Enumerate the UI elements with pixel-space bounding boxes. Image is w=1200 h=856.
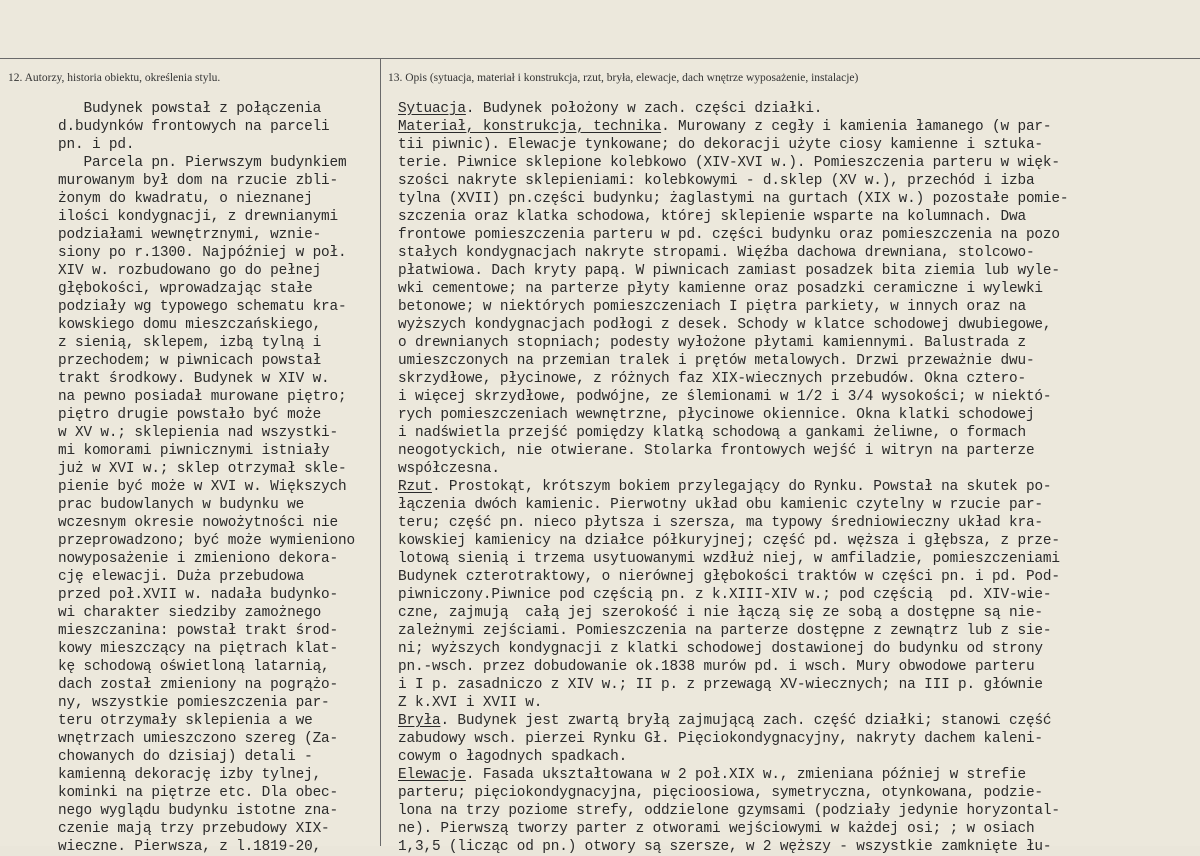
history-text-line: prac budowlanych w budynku we [58, 497, 305, 513]
description-text-line [398, 136, 1198, 154]
history-text-line: w XV w.; sklepienia nad wszystki- [58, 425, 339, 441]
description-text: szczenia oraz klatka schodowa, której sklepienie wsparte na kolumnach. Dwa [398, 209, 1026, 225]
section-label: Bryła [398, 713, 441, 729]
description-text-line [398, 694, 1198, 712]
description-text-line [398, 604, 1198, 622]
history-text-line: siony po r.1300. Najpóźniej w poł. [58, 245, 347, 261]
description-text-line [398, 640, 1198, 658]
history-text-line: kę schodową oświetloną latarnią, [58, 659, 330, 675]
description-text: . Budynek położony w zach. części działki. [465, 101, 823, 117]
history-text-line: żonym do kwadratu, o nieznanej [58, 191, 313, 207]
description-text: płatwiowa. Dach kryty papą. W piwnicach zamiast posadzek bita ziemia lub wyle- [398, 263, 1060, 279]
history-text-line: podziałami wewnętrznymi, wznie- [58, 227, 322, 243]
description-text: tylna (XVII) pn.części budynku; żaglastymi na gurtach (XIX w.) pozostałe pomie- [398, 191, 1069, 207]
description-text: terie. Piwnice sklepione kolebkowo (XIV-XVI w.). Pomieszczenia parteru w więk- [398, 155, 1060, 171]
description-text-line [398, 388, 1198, 406]
description-text-line [398, 766, 1198, 784]
description-text-line [398, 514, 1198, 532]
description-text-line [398, 316, 1198, 334]
section-label: Elewacje [398, 767, 466, 783]
history-text-line: kowskiego domu mieszczańskiego, [58, 317, 322, 333]
description-text: betonowe; w niektórych pomieszczeniach I piętra parkiety, w innych oraz na [398, 299, 1026, 315]
history-text-line: głębokości, wprowadzając stałe [58, 281, 313, 297]
section-13-header: 13. Opis (sytuacja, materiał i konstrukcja, rzut, bryła, elewacje, dach wnętrze wyposażenie, instalacje) [388, 72, 859, 84]
history-text-line: d.budynków frontowych na parceli [58, 119, 330, 135]
description-text: teru; część pn. nieco płytsza i szersza, ma typowy średniowieczny układ kra- [398, 515, 1043, 531]
description-text-line [398, 352, 1198, 370]
history-text-line: wieczne. Pierwsza, z l.1819-20, [58, 839, 322, 855]
description-text-line [398, 154, 1198, 172]
description-text: współczesna. [398, 461, 500, 477]
description-text: czne, zajmują całą jej szerokość i nie łączą się ze sobą a dostępne są nie- [398, 605, 1043, 621]
history-text-line: pienie być może w XVI w. Większych [58, 479, 347, 495]
description-text-line [398, 406, 1198, 424]
history-text-line: piętro drugie powstało być może [58, 407, 322, 423]
history-text-line: kowy mieszczący na piętrach klat- [58, 641, 339, 657]
description-text-line [398, 730, 1198, 748]
history-text-line: mi komorami piwnicznymi istniały [58, 443, 330, 459]
description-text-line [398, 838, 1198, 856]
description-text: 1,3,5 (licząc od pn.) otwory są szersze, w 2 węższy - wszystkie zamknięte łu- [398, 839, 1052, 855]
history-text-line: murowanym był dom na rzucie zbli- [58, 173, 339, 189]
description-text-line [398, 550, 1198, 568]
description-text: szości nakryte sklepieniami: kolebkowymi - d.sklep (XV w.), przechód i izba [398, 173, 1035, 189]
description-text-line [398, 190, 1198, 208]
description-text: Budynek czterotraktowy, o nierównej głębokości traktów w części pn. i pd. Pod- [398, 569, 1060, 585]
description-text: piwniczony.Piwnice pod częścią pn. z k.XIII-XIV w.; pod częścią pd. XIV-wie- [398, 587, 1052, 603]
history-text-line: trakt środkowy. Budynek w XIV w. [58, 371, 330, 387]
description-text-line [398, 298, 1198, 316]
description-text: i nadświetla przejść pomiędzy klatką schodową a gankami żeliwne, o formach [398, 425, 1026, 441]
description-text: cowym o łagodnych spadkach. [398, 749, 628, 765]
description-text: łączenia dwóch kamienic. Pierwotny układ obu kamienic czytelny w rzucie par- [398, 497, 1043, 513]
history-text-line: Budynek powstał z połączenia [58, 101, 322, 117]
history-text-line: teru otrzymały sklepienia a we [58, 713, 313, 729]
description-text-line [398, 568, 1198, 586]
description-text: pn.-wsch. przez dobudowanie ok.1838 murów pd. i wsch. Mury obwodowe parteru [398, 659, 1035, 675]
description-text: zależnymi zejściami. Pomieszczenia na parterze dostępne z zewnątrz lub z sie- [398, 623, 1052, 639]
description-text-line [398, 676, 1198, 694]
description-text: ne). Pierwszą tworzy parter z otworami wejściowymi w każdej osi; ; w osiach [398, 821, 1035, 837]
description-text-line [398, 820, 1198, 838]
description-text-line [398, 208, 1198, 226]
history-text-line: kominki na piętrze etc. Dla obec- [58, 785, 339, 801]
description-text: kowskiej kamienicy na działce półkuryjnej; część pd. węższa i głębsza, z prze- [398, 533, 1060, 549]
description-text-line [398, 478, 1198, 496]
description-text: o drewnianych stopniach; podesty wyłożone płytami kamiennymi. Balustrada z [398, 335, 1026, 351]
description-text-line [398, 496, 1198, 514]
description-text-line [398, 622, 1198, 640]
section-12-header: 12. Autorzy, historia obiektu, określenia stylu. [8, 72, 221, 84]
description-text-line [398, 442, 1198, 460]
description-text: wyższych kondygnacjach podłogi z desek. Schody w klatce schodowej dwubiegowe, [398, 317, 1052, 333]
history-text-line: mieszczanina: powstał trakt środ- [58, 623, 339, 639]
description-text-line [398, 100, 1198, 118]
description-text-line [398, 460, 1198, 478]
history-text-line: podziały wg typowego schematu kra- [58, 299, 347, 315]
description-text: stałych kondygnacjach nakryte stropami. Więźba dachowa drewniana, stolcowo- [398, 245, 1035, 261]
description-text-line [398, 748, 1198, 766]
history-text-line: przeprowadzono; być może wymieniono [58, 533, 356, 549]
description-text-line [398, 262, 1198, 280]
description-text: rych pomieszczeniach wewnętrzne, płycinowe okiennice. Okna klatki schodowej [398, 407, 1035, 423]
history-text-line: wi charakter siedziby zamożnego [58, 605, 322, 621]
description-text-line [398, 226, 1198, 244]
description-text-line [398, 784, 1198, 802]
header-rule [0, 58, 1200, 59]
description-text: neogotyckich, nie otwierane. Stolarka frontowych wejść i witryn na parterze [398, 443, 1035, 459]
history-text-line: dach został zmieniony na pogrążo- [58, 677, 339, 693]
description-text: . Prostokąt, krótszym bokiem przylegający do Rynku. Powstał na skutek po- [431, 479, 1052, 495]
description-text-line [398, 586, 1198, 604]
description-text: skrzydłowe, płycinowe, z różnych faz XIX-wiecznych przebudów. Okna cztero- [398, 371, 1026, 387]
description-text: tii piwnic). Elewacje tynkowane; do dekoracji użyte ciosy kamienne i sztuka- [398, 137, 1043, 153]
description-text: . Fasada ukształtowana w 2 poł.XIX w., zmieniana później w strefie [465, 767, 1026, 783]
description-text: zabudowy wsch. pierzei Rynku Gł. Pięciokondygnacyjny, nakryty dachem kaleni- [398, 731, 1043, 747]
description-column [398, 100, 1198, 856]
history-text-line: kamienną dekorację izby tylnej, [58, 767, 322, 783]
section-label: Materiał, konstrukcja, technika [398, 119, 662, 135]
section-label: Sytuacja [398, 101, 466, 117]
history-text-line: czenie mają trzy przebudowy XIX- [58, 821, 330, 837]
history-text-line: nego wyglądu budynku istotne zna- [58, 803, 339, 819]
history-column [58, 100, 388, 856]
history-text-line: ilości kondygnacji, z drewnianymi [58, 209, 339, 225]
description-text: . Murowany z cegły i kamienia łamanego (w par- [661, 119, 1052, 135]
description-text: frontowe pomieszczenia parteru w pd. części budynku oraz pomieszczenia na pozo [398, 227, 1060, 243]
history-text-line: wnętrzach umieszczono szereg (Za- [58, 731, 339, 747]
history-text-line: wczesnym okresie nowożytności nie [58, 515, 339, 531]
description-text-line [398, 802, 1198, 820]
history-text-line: już w XVI w.; sklep otrzymał skle- [58, 461, 347, 477]
description-text: wki cementowe; na parterze płyty kamienne oraz posadzki ceramiczne i wylewki [398, 281, 1043, 297]
description-text-line [398, 532, 1198, 550]
description-text: parteru; pięciokondygnacyjna, pięcioosiowa, symetryczna, otynkowana, podzie- [398, 785, 1043, 801]
description-text: lona na trzy poziome strefy, oddzielone gzymsami (podziały jedynie horyzontal- [398, 803, 1060, 819]
history-text-line: nowyposażenie i zmieniono dekora- [58, 551, 339, 567]
description-text: i I p. zasadniczo z XIV w.; II p. z przewagą XV-wiecznych; na III p. głównie [398, 677, 1043, 693]
history-text-line: chowanych do dzisiaj) detali - [58, 749, 313, 765]
description-text-line [398, 172, 1198, 190]
description-text: Z k.XVI i XVII w. [398, 695, 543, 711]
history-text-line: ny, wszystkie pomieszczenia par- [58, 695, 330, 711]
description-text-line [398, 280, 1198, 298]
description-text: i więcej skrzydłowe, podwójne, ze ślemionami w 1/2 i 3/4 wysokości; w niektó- [398, 389, 1052, 405]
description-text: umieszczonych na przemian tralek i prętów metalowych. Drzwi przeważnie dwu- [398, 353, 1035, 369]
description-text-line [398, 370, 1198, 388]
description-text: lotową sienią i trzema usytuowanymi wzdłuż niej, w amfiladzie, pomieszczeniami [398, 551, 1060, 567]
history-text-line: przechodem; w piwnicach powstał [58, 353, 322, 369]
history-text-line: przed poł.XVII w. nadała budynko- [58, 587, 339, 603]
history-text-line: cję elewacji. Duża przebudowa [58, 569, 305, 585]
description-text-line [398, 118, 1198, 136]
description-text-line [398, 712, 1198, 730]
description-text-line [398, 244, 1198, 262]
section-label: Rzut [398, 479, 432, 495]
history-text-line: XIV w. rozbudowano go do pełnej [58, 263, 322, 279]
description-text: ni; wyższych kondygnacji z klatki schodowej dostawionej do budynku od strony [398, 641, 1043, 657]
description-text-line [398, 658, 1198, 676]
description-text: . Budynek jest zwartą bryłą zajmującą zach. część działki; stanowi część [440, 713, 1052, 729]
description-text-line [398, 334, 1198, 352]
history-text-line: pn. i pd. [58, 137, 135, 153]
history-text-line: Parcela pn. Pierwszym budynkiem [58, 155, 347, 171]
description-text-line [398, 424, 1198, 442]
history-text-line: z sienią, sklepem, izbą tylną i [58, 335, 322, 351]
history-text-line: na pewno posiadał murowane piętro; [58, 389, 347, 405]
